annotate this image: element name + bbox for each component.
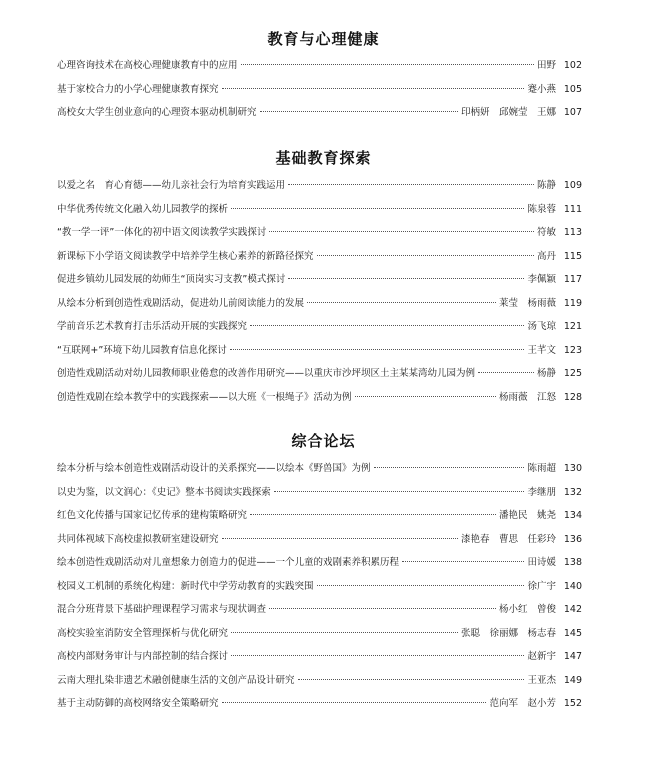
entry-page: 115 [563,250,582,262]
entry-title: 基于家校合力的小学心理健康教育探究 [57,83,219,95]
toc-entry[interactable] [0,669,582,693]
entry-title: 创造性戏剧在绘本教学中的实践探索——以大班《一根绳子》活动为例 [57,391,352,403]
entry-title: 高校女大学生创业意向的心理资本驱动机制研究 [57,107,257,118]
entry-page: 123 [563,344,582,356]
entry-page: 109 [563,180,582,191]
entry-author: 李佩颖 [527,274,556,285]
toc-entry[interactable] [0,198,582,222]
entry-page: 140 [563,580,582,592]
entry-page: 125 [563,368,582,379]
entry-page: 119 [563,297,582,309]
entry-author: 杨静 [536,368,556,379]
entry-page: 117 [563,274,582,285]
entry-page: 136 [563,533,582,545]
toc-entry[interactable] [0,575,582,599]
toc-entry[interactable] [0,174,582,198]
dot-leader [288,184,534,185]
dot-leader [260,111,458,112]
toc-entry[interactable] [0,339,582,363]
dot-leader [288,278,524,279]
entry-page: 105 [563,83,582,95]
entry-author: 徐广宇 [527,580,556,592]
toc-entry[interactable] [0,551,582,575]
entry-title: 以史为鉴，以文润心：《史记》整本书阅读实践探索 [57,486,271,498]
dot-leader [241,64,534,65]
entry-title: 以爱之名 育心育德——幼儿亲社会行为培育实践运用 [57,180,286,191]
entry-title: “教一学一评”一体化的初中语文阅读教学实践探讨 [57,227,267,238]
dot-leader [307,302,496,303]
toc-entry[interactable] [0,481,582,505]
entry-title: 创造性戏剧活动对幼儿园教师职业倦怠的改善作用研究——以重庆市沙坪坝区土主某某湾幼儿园为例 [57,368,476,379]
dot-leader [230,349,525,350]
section-title-comprehensive-forum: 综合论坛 [291,432,356,450]
entry-page: 152 [563,698,582,709]
entry-page: 132 [563,486,582,498]
dot-leader [231,632,458,633]
entry-title: 混合分班背景下基础护理课程学习需求与现状调查 [57,604,267,615]
dot-leader [355,396,496,397]
entry-page: 149 [563,674,582,686]
entry-title: 高校实验室消防安全管理探析与优化研究 [57,627,229,639]
toc-entry[interactable] [0,386,582,410]
entry-author: 杨小红 曾俊 [498,604,556,615]
entry-page: 134 [563,510,582,521]
entry-page: 138 [563,557,582,568]
entry-author: 潘艳民 姚尧 [498,510,556,521]
entry-title: “互联网+”环境下幼儿园教育信息化探讨 [57,344,227,356]
toc-entry[interactable] [0,292,582,316]
entry-title: 从绘本分析到创造性戏剧活动，促进幼儿前阅读能力的发展 [57,297,305,309]
entry-author: 李继朋 [527,486,556,498]
entry-title: 云南大理扎染非遗艺术融创健康生活的文创产品设计研究 [57,674,295,686]
entry-author: 杨雨薇 江怒 [498,391,556,403]
toc-entry[interactable] [0,598,582,622]
entry-page: 107 [563,107,582,118]
entry-title: 心理咨询技术在高校心理健康教育中的应用 [57,60,238,71]
entry-title: 学前音乐艺术教育打击乐活动开展的实践探究 [57,321,248,332]
entry-author: 陈雨超 [527,463,556,474]
toc-entry[interactable] [0,692,582,716]
dot-leader [222,538,458,539]
entry-title: 校园义工机制的系统化构建：新时代中学劳动教育的实践突围 [57,580,314,592]
dot-leader [374,467,525,468]
entry-page: 145 [563,627,582,639]
dot-leader [222,702,487,703]
toc-entry[interactable] [0,504,582,528]
dot-leader [250,514,496,515]
entry-author: 汤飞琼 [527,321,556,332]
dot-leader [231,655,524,656]
entry-author: 高丹 [536,250,556,262]
dot-leader [402,561,524,562]
entry-author: 莱莹 杨雨薇 [498,297,556,309]
section-list-basic-education [0,174,582,409]
dot-leader [269,231,534,232]
section-list-education-psychology [0,54,582,125]
entry-author: 陈泉蓉 [527,203,556,215]
dot-leader [274,491,525,492]
entry-title: 高校内部财务审计与内部控制的结合探讨 [57,651,229,662]
entry-page: 130 [563,463,582,474]
entry-title: 基于主动防御的高校网络安全策略研究 [57,698,219,709]
entry-author: 王亚杰 [527,674,556,686]
entry-page: 147 [563,651,582,662]
toc-entry[interactable] [0,245,582,269]
dot-leader [250,325,524,326]
entry-author: 田野 [536,60,556,71]
dot-leader [269,608,496,609]
entry-author: 张聪 徐丽娜 杨志春 [460,627,556,639]
entry-author: 印柄妍 邱婉莹 王娜 [460,107,556,118]
entry-author: 蹇小燕 [527,83,556,95]
entry-author: 漆艳春 曹思 任彩玲 [460,533,556,545]
entry-author: 赵新宇 [527,651,556,662]
toc-entry[interactable] [0,221,582,245]
entry-page: 121 [563,321,582,332]
dot-leader [298,679,525,680]
entry-page: 128 [563,391,582,403]
entry-title: 共同体视域下高校虚拟教研室建设研究 [57,533,219,545]
entry-page: 111 [563,203,582,215]
entry-title: 绘本创造性戏剧活动对儿童想象力创造力的促进——一个儿童的戏剧素养积累历程 [57,557,400,568]
entry-author: 符敏 [536,227,556,238]
entry-title: 促进乡镇幼儿园发展的幼师生“顶岗实习支教”模式探讨 [57,274,286,285]
dot-leader [222,88,525,89]
entry-title: 中华优秀传统文化融入幼儿园教学的探析 [57,203,229,215]
entry-page: 142 [563,604,582,615]
section-title-education-psychology: 教育与心理健康 [267,30,380,48]
entry-author: 王芊文 [527,344,556,356]
entry-title: 新课标下小学语文阅读教学中培养学生核心素养的新路径探究 [57,250,314,262]
entry-page: 113 [563,227,582,238]
entry-author: 陈静 [536,180,556,191]
toc-entry[interactable] [0,362,582,386]
section-list-comprehensive-forum [0,457,582,716]
toc-entry[interactable] [0,78,582,102]
entry-author: 田诗媛 [527,557,556,568]
section-title-basic-education: 基础教育探索 [275,149,372,167]
toc-entry[interactable] [0,101,582,125]
dot-leader [231,208,524,209]
entry-title: 红色文化传播与国家记忆传承的建构策略研究 [57,510,248,521]
dot-leader [317,255,534,256]
entry-page: 102 [563,60,582,71]
dot-leader [317,585,525,586]
dot-leader [478,372,534,373]
toc-entry[interactable] [0,528,582,552]
toc-entry[interactable] [0,268,582,292]
toc-entry[interactable] [0,457,582,481]
toc-entry[interactable] [0,645,582,669]
entry-title: 绘本分析与绘本创造性戏剧活动设计的关系探究——以绘本《野兽国》为例 [57,463,371,474]
toc-entry[interactable] [0,315,582,339]
toc-entry[interactable] [0,622,582,646]
toc-entry[interactable] [0,54,582,78]
entry-author: 范向军 赵小芳 [489,698,556,709]
